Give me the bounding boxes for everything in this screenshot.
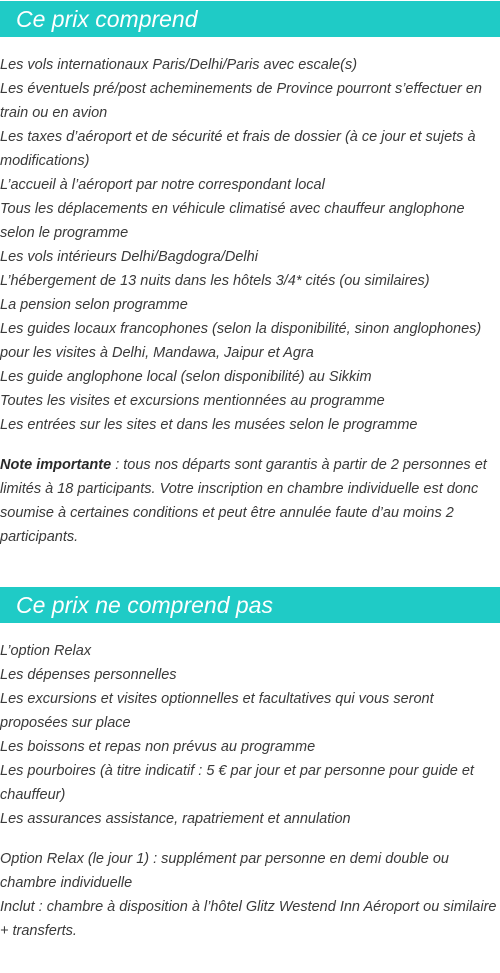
list-item: Les entrées sur les sites et dans les musées selon le programme	[0, 417, 418, 433]
list-item: Les excursions et visites optionnelles et facultatives qui vous seront proposées sur place	[0, 691, 434, 731]
relax-option-block	[0, 847, 500, 943]
excluded-list	[0, 639, 500, 831]
list-item: Les vols intérieurs Delhi/Bagdogra/Delhi	[0, 249, 258, 265]
important-note	[0, 453, 500, 549]
list-item: Les guides locaux francophones (selon la disponibilité, sinon anglophones) pour les visites à Delhi, Mandawa, Jaipur et Agra	[0, 321, 482, 361]
important-note-label: Note importante	[0, 457, 112, 473]
list-item: L’accueil à l’aéroport par notre correspondant local	[0, 177, 325, 193]
included-list	[0, 53, 500, 437]
section-header-excluded	[0, 587, 500, 623]
section-title-excluded: Ce prix ne comprend pas	[16, 592, 273, 618]
list-item: Les éventuels pré/post acheminements de Province pourront s’effectuer en train ou en avion	[0, 81, 482, 121]
section-header-included	[0, 1, 500, 37]
list-item: Tous les déplacements en véhicule climatisé avec chauffeur anglophone selon le programme	[0, 201, 465, 241]
list-item: Les assurances assistance, rapatriement et annulation	[0, 811, 351, 827]
list-item: Les boissons et repas non prévus au programme	[0, 739, 316, 755]
list-item: Les taxes d’aéroport et de sécurité et frais de dossier (à ce jour et sujets à modifications)	[0, 129, 476, 169]
list-item: Les dépenses personnelles	[0, 667, 177, 683]
list-item: La pension selon programme	[0, 297, 188, 313]
important-note-text: : tous nos départs sont garantis à partir de 2 personnes et limités à 18 participants. Votre inscription en chambre individuelle est donc soumise à certaines conditions et peut être annulée faute d’au moins 2 participants.	[0, 457, 487, 545]
list-item: Les pourboires (à titre indicatif : 5 € par jour et par personne pour guide et chauffeur)	[0, 763, 474, 803]
list-item: Toutes les visites et excursions mentionnées au programme	[0, 393, 385, 409]
list-item: Les guide anglophone local (selon disponibilité) au Sikkim	[0, 369, 372, 385]
section-title-included: Ce prix comprend	[16, 6, 198, 32]
list-item: L’option Relax	[0, 643, 92, 659]
list-item: Les vols internationaux Paris/Delhi/Paris avec escale(s)	[0, 57, 358, 73]
list-item: L’hébergement de 13 nuits dans les hôtels 3/4* cités (ou similaires)	[0, 273, 430, 289]
relax-option-text: Option Relax (le jour 1) : supplément par personne en demi double ou chambre individuelle	[0, 851, 449, 891]
relax-include-text: Inclut : chambre à disposition à l’hôtel Glitz Westend Inn Aéroport ou similaire + transferts.	[0, 899, 497, 939]
